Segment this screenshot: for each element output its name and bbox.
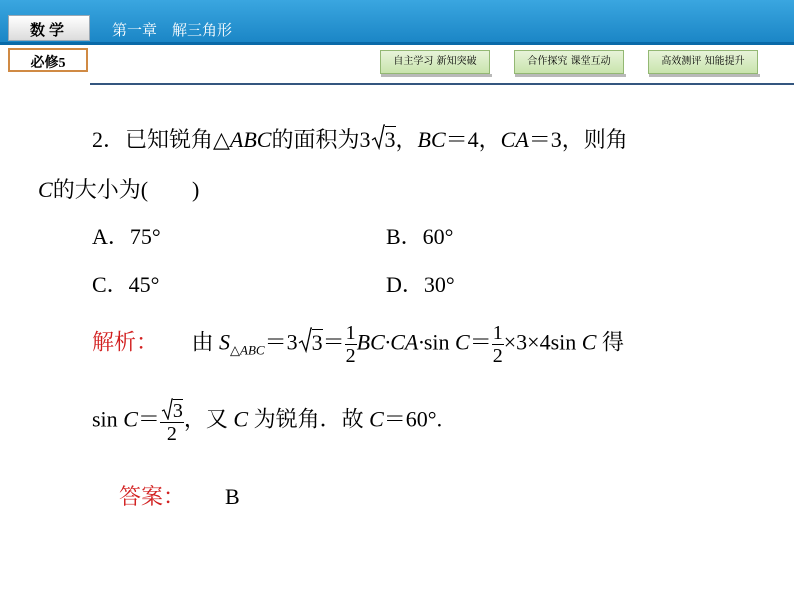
angle-c: C (581, 329, 597, 355)
ca-value: ＝3，则角 (528, 127, 628, 152)
angle-c: C (455, 329, 470, 355)
question-text: 2．已知锐角△ (92, 127, 230, 152)
solution-label: 解析： (92, 330, 159, 356)
area-symbol: S (219, 329, 231, 355)
side-ca: CA (500, 127, 529, 152)
angle-c: C (233, 406, 249, 432)
side-bc: BC (417, 127, 446, 152)
angle-c: C (123, 406, 138, 432)
triangle-name: ABC (229, 127, 272, 152)
area-subscript: △ABC (230, 342, 265, 358)
sin-text: sin (423, 329, 456, 355)
fraction-root3-over-2: $\frac{3}{2}$ (160, 398, 184, 445)
angle-c: C (38, 177, 53, 202)
answer-line (119, 480, 240, 511)
sin-text: sin (92, 406, 124, 432)
radicand: 3 (384, 127, 396, 152)
fraction-half: $\frac{1}{2}$ (345, 322, 356, 367)
answer-label: 答案： (119, 485, 186, 510)
option-c: C．45° (92, 272, 160, 297)
question-line-2 (38, 173, 199, 204)
subject-label: 数学 (29, 23, 68, 39)
nav-button-assessment[interactable]: 高效测评 知能提升 (648, 50, 758, 74)
radical-sign (298, 327, 312, 353)
book-tab (8, 48, 88, 72)
sides-product: BC·CA· (356, 329, 424, 355)
equals-sign: ＝ (469, 329, 492, 355)
solution-line-1 (92, 322, 624, 367)
nav-button-self-study[interactable]: 自主学习 新知突破 (380, 50, 490, 74)
option-a: A．75° (92, 224, 161, 249)
equals-sign: ＝ (322, 329, 345, 355)
fraction-half: $\frac{1}{2}$ (492, 322, 503, 367)
area-equals: ＝3 (264, 329, 298, 355)
area-text: 的面积为3 (271, 127, 371, 152)
radical-sign (161, 398, 173, 420)
question-ask: 的大小为( ) (52, 177, 200, 202)
angle-c: C (369, 406, 384, 432)
solution-get: 得 (596, 329, 624, 355)
result-text: ＝60°. (383, 406, 443, 432)
nav-button-explore[interactable]: 合作探究 课堂互动 (514, 50, 624, 74)
option-b: B．60° (386, 224, 454, 249)
header-divider (90, 83, 794, 85)
bc-value: ＝4， (445, 127, 501, 152)
equals-sign: ＝ (137, 406, 160, 432)
also-text: ，又 (183, 406, 234, 432)
radical-sign (371, 124, 385, 150)
solution-line-2 (92, 398, 442, 445)
solution-by: 由 (191, 329, 214, 355)
answer-value: B (225, 484, 240, 509)
radicand: 3 (311, 329, 323, 355)
product-text: ×3×4sin (503, 329, 582, 355)
book-label: 必修5 (30, 56, 66, 71)
option-d: D．30° (386, 272, 455, 297)
header-line (0, 42, 794, 45)
acute-text: 为锐角．故 (248, 406, 370, 432)
question-line-1 (92, 123, 628, 154)
chapter-title: 第一章 解三角形 (112, 21, 233, 39)
subject-tab (8, 15, 90, 41)
comma: ， (395, 127, 418, 152)
